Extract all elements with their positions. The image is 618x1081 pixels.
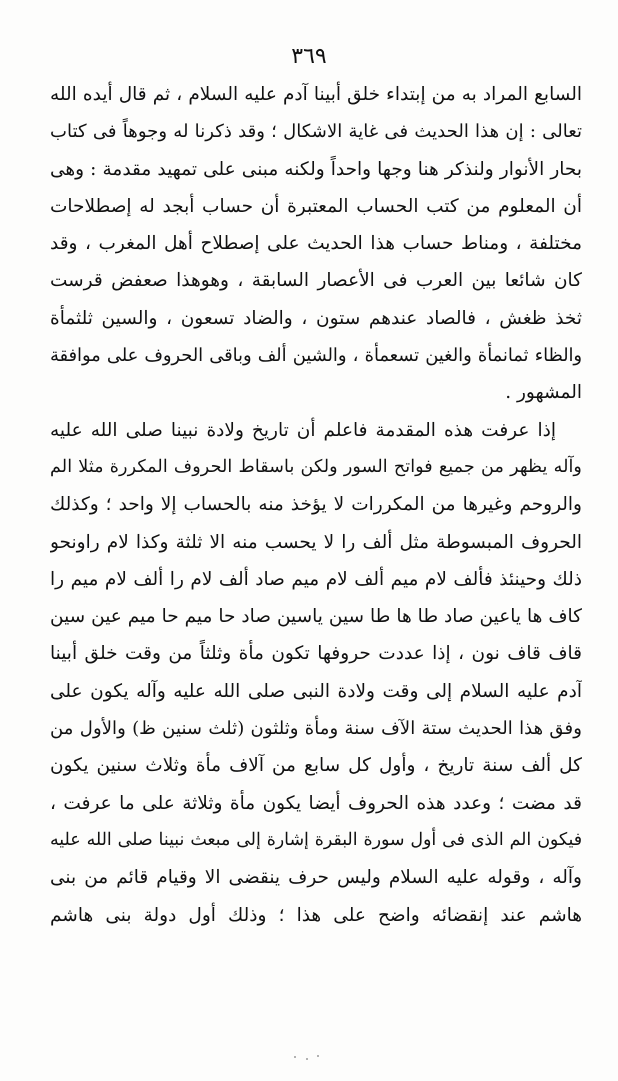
- text-line: فيكون الم الذى فى أول سورة البقرة إشارة إلى مبعث نبينا صلى الله عليه: [50, 829, 582, 850]
- text-line: والظاء ثمانمأة والغين تسعمأة ، والشين ألف وباقى الحروف على موافقة: [50, 345, 582, 367]
- text-line: وآله يظهر من جميع فواتح السور ولكن باسقاط الحروف المكررة مثلا الم: [50, 456, 582, 477]
- text-line: كل ألف سنة تاريخ ، وأول كل سابع من آلاف مأة وثلاث سنين يكون: [50, 755, 582, 777]
- text-line: والروحم وغيرها من المكررات لا يؤخذ منه بالحساب إلا واحد ؛ وكذلك: [50, 494, 582, 516]
- text-line: وفق هذا الحديث ستة الآف سنة ومأة وثلثون (ثلث سنين ظ) والأول من: [50, 718, 582, 740]
- text-line: آدم عليه السلام إلى وقت ولادة النبى صلى الله عليه وآله يكون على: [50, 680, 582, 702]
- paragraph-2: [50, 412, 582, 934]
- text-line: بحار الأنوار ولنذكر هنا وجها واحداً ولكنه مبنى على تمهيد مقدمة : وهى: [50, 158, 582, 180]
- text-line: ذلك وحينئذ فألف لام ميم ألف لام ميم صاد ألف لام را ألف لام ميم را: [50, 568, 582, 590]
- text-line: قاف قاف نون ، إذا عددت حروفها تكون مأة وثلثاً من وقت خلق أبينا: [50, 643, 582, 665]
- scan-speckles: [290, 1055, 330, 1061]
- text-line: كان شائعا بين العرب فى الأعصار السابقة ، وهوهذا صعفض قرست: [50, 270, 582, 292]
- text-line: إذا عرفت هذه المقدمة فاعلم أن تاريخ ولادة نبينا صلى الله عليه: [50, 419, 556, 441]
- page-number: ٣٦٩: [291, 44, 327, 69]
- text-line: قد مضت ؛ وعدد هذه الحروف أيضا يكون مأة وثلاثة على ما عرفت ،: [50, 792, 582, 814]
- text-line: هاشم عند إنقضائه واضح على هذا ؛ وذلك أول دولة بنى هاشم: [50, 904, 582, 926]
- text-line: ثخذ ظغش ، فالصاد عندهم ستون ، والضاد تسعون ، والسين ثلثمأة: [50, 307, 582, 329]
- text-line: وآله ، وقوله عليه السلام وليس حرف ينقضى الا وقيام قائم من بنى: [50, 867, 582, 889]
- text-line: المشهور .: [505, 382, 582, 404]
- text-line: مختلفة ، ومناط حساب هذا الحديث على إصطلاح أهل المغرب ، وقد: [50, 233, 582, 255]
- text-line: الحروف المبسوطة مثل ألف را لا يحسب منه الا ثلثة وكذا لام راونحو: [50, 531, 582, 553]
- paragraph-1: [50, 76, 582, 412]
- text-line: أن المعلوم من كتب الحساب المعتبرة أن حساب أبجد له إصطلاحات: [50, 195, 582, 217]
- text-line: كاف ها ياعين صاد طا ها طا سين ياسين صاد حا ميم حا ميم عين سين: [50, 606, 582, 628]
- text-line: السابع المراد به من إبتداء خلق أبينا آدم عليه السلام ، ثم قال أيده الله: [50, 84, 582, 105]
- body-text: [50, 76, 582, 934]
- text-line: تعالى : إن هذا الحديث فى غاية الاشكال ؛ وقد ذكرنا له وجوهاً فى كتاب: [50, 121, 582, 143]
